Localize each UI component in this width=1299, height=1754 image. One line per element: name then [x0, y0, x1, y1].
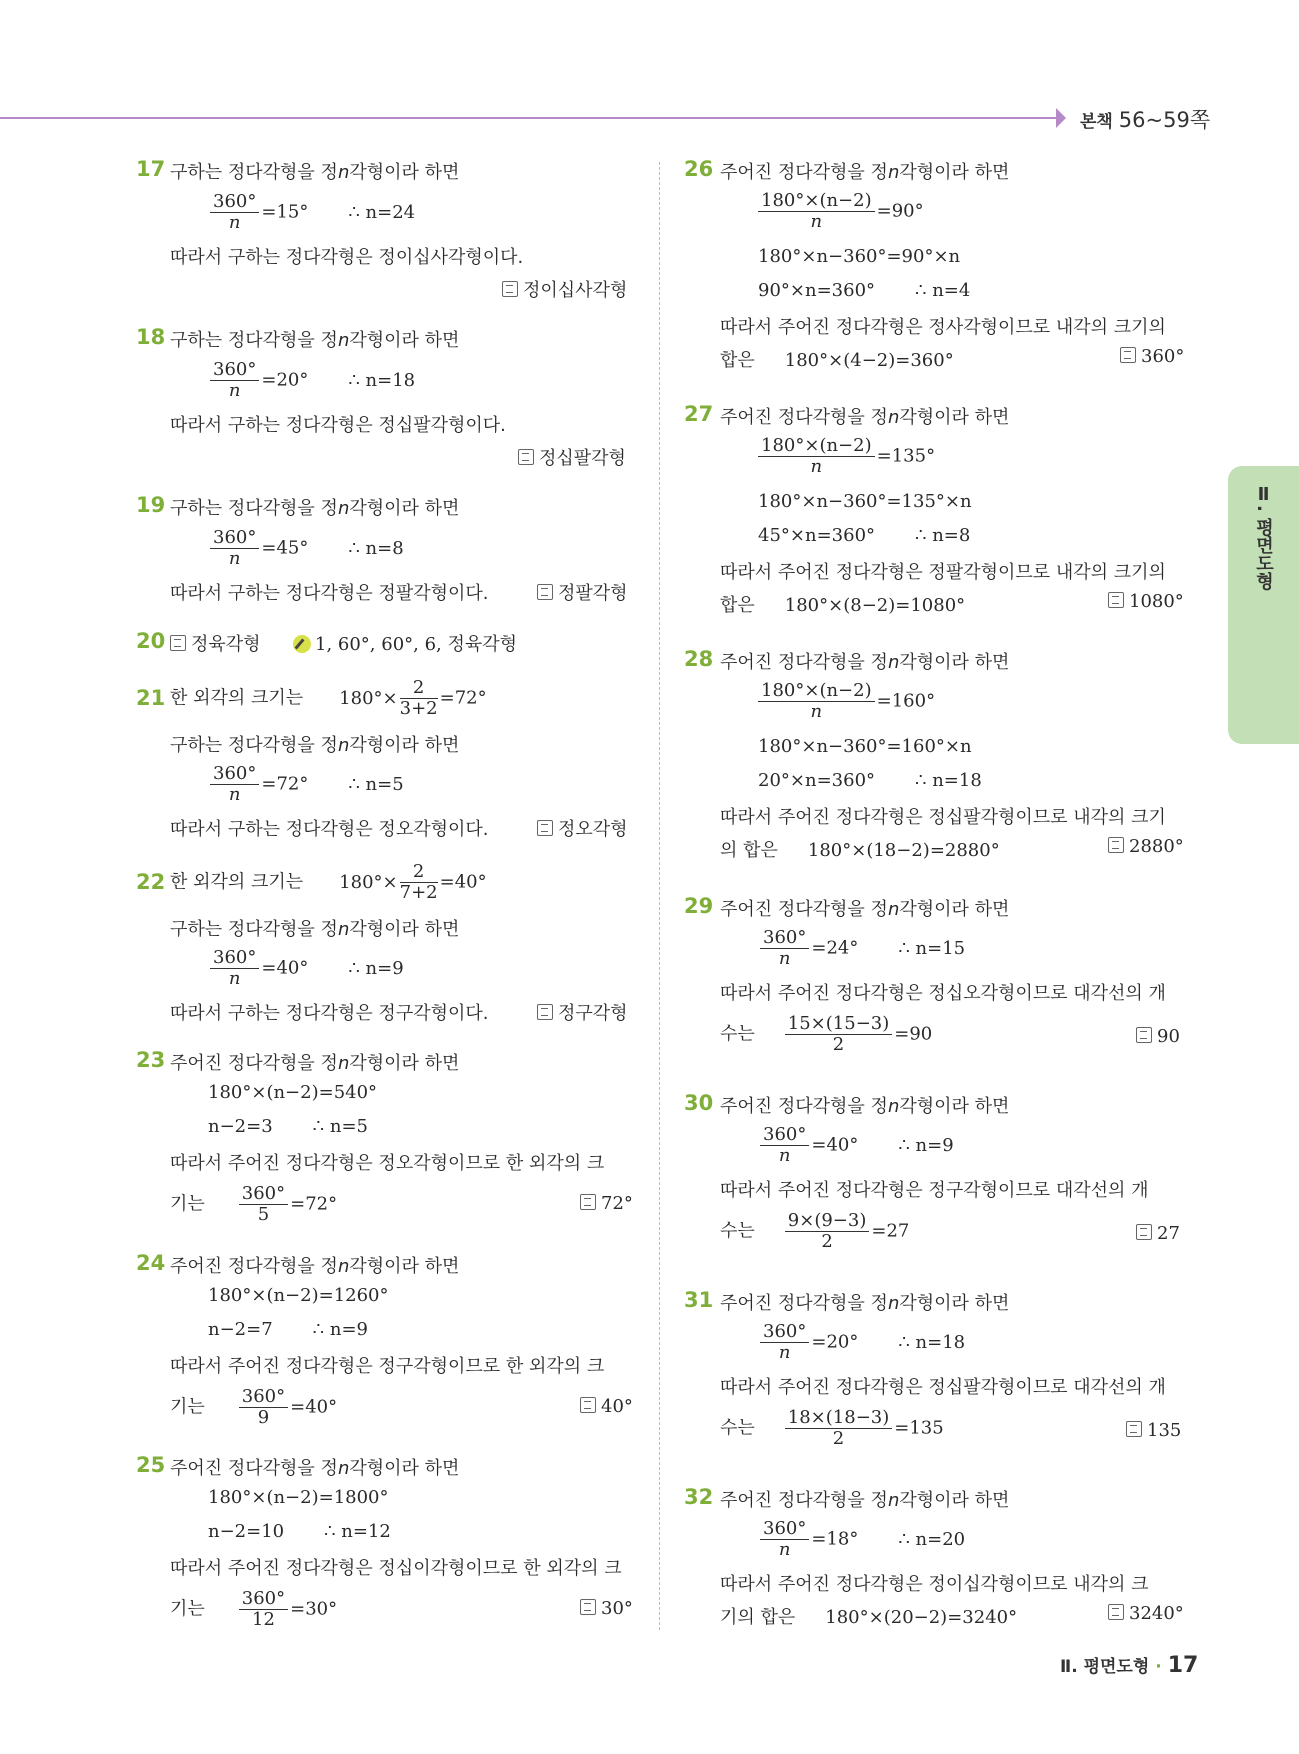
problem-number: 30 — [684, 1091, 714, 1115]
equation: $\frac{180^\circ\times(n-2)}{n}$ =160° — [756, 681, 935, 722]
problem-line: 따라서 구하는 정다각형은 정팔각형이다. — [170, 583, 489, 604]
answer: 30° — [580, 1598, 633, 1619]
problem-number: 22 — [136, 870, 166, 894]
chevron-right-icon — [1056, 108, 1066, 128]
footer-dot: · — [1155, 1657, 1162, 1677]
answer-icon — [518, 449, 534, 465]
problem-line: 구하는 정다각형을 정n각형이라 하면 — [170, 735, 460, 756]
problem-line: 주어진 정다각형을 정n각형이라 하면 — [170, 1458, 460, 1479]
header-rule — [0, 117, 1060, 119]
answer: 정구각형 — [537, 999, 628, 1025]
answer: 정팔각형 — [537, 579, 628, 605]
problem-line: 따라서 주어진 정다각형은 정십이각형이므로 한 외각의 크 — [170, 1558, 622, 1579]
problem-number: 25 — [136, 1453, 166, 1477]
answer: 정십팔각형 — [518, 444, 626, 470]
answer: 72° — [580, 1193, 633, 1214]
problem-line: 따라서 주어진 정다각형은 정이십각형이므로 내각의 크 — [720, 1574, 1149, 1595]
equation: n−2=7 ∴ n=9 — [208, 1319, 368, 1340]
equation: 합은 180°×(8−2)=1080° — [720, 595, 966, 616]
problem-number: 17 — [136, 157, 166, 181]
chapter-side-tab[interactable] — [1228, 466, 1299, 744]
answer: 27 — [1136, 1223, 1180, 1244]
page-number: 17 — [1167, 1653, 1199, 1678]
column-divider — [659, 162, 660, 1630]
problem-number: 31 — [684, 1288, 714, 1312]
answer-icon — [1108, 837, 1124, 853]
problem-line: 주어진 정다각형을 정n각형이라 하면 — [720, 899, 1010, 920]
pencil-icon — [293, 635, 311, 653]
equation: $\frac{180^\circ\times(n-2)}{n}$ =135° — [756, 436, 935, 477]
problem-line: 주어진 정다각형을 정n각형이라 하면 — [720, 407, 1010, 428]
equation: 45°×n=360° ∴ n=8 — [758, 525, 971, 546]
answer: 3240° — [1108, 1603, 1184, 1624]
page-reference-range: 56~59쪽 — [1118, 108, 1211, 132]
equation: 180°×(n−2)=1800° — [208, 1487, 389, 1508]
problem-line: 따라서 주어진 정다각형은 정사각형이므로 내각의 크기의 — [720, 317, 1166, 338]
problem-line: 따라서 구하는 정다각형은 정이십사각형이다. — [170, 247, 524, 268]
problem-line: 주어진 정다각형을 정n각형이라 하면 — [170, 1053, 460, 1074]
answer-icon — [170, 635, 186, 651]
problem-number: 23 — [136, 1048, 166, 1072]
equation: 180°×n−360°=90°×n — [758, 246, 961, 267]
problem-line: 따라서 구하는 정다각형은 정십팔각형이다. — [170, 415, 506, 436]
equation: 기는 $\frac{360^\circ}{9}$ =40° — [170, 1386, 338, 1428]
equation: 수는 $\frac{9\times(9-3)}{2}$ =27 — [720, 1210, 910, 1252]
equation: 의 합은 180°×(18−2)=2880° — [720, 840, 1000, 861]
problem-line: 주어진 정다각형을 정n각형이라 하면 — [720, 162, 1010, 183]
problem-line: 구하는 정다각형을 정n각형이라 하면 — [170, 330, 460, 351]
answer-icon — [580, 1599, 596, 1615]
equation: $\frac{360^\circ}{n}$ =45° ∴ n=8 — [208, 528, 404, 569]
problem-line: 따라서 구하는 정다각형은 정오각형이다. — [170, 819, 489, 840]
answer-icon — [537, 820, 553, 836]
problem-number: 24 — [136, 1251, 166, 1275]
equation: 180°×(n−2)=1260° — [208, 1285, 389, 1306]
problem-number: 19 — [136, 493, 166, 517]
equation: $\frac{180^\circ\times(n-2)}{n}$ =90° — [756, 191, 924, 232]
equation: 180°×(n−2)=540° — [208, 1082, 378, 1103]
problem-line: 구하는 정다각형을 정n각형이라 하면 — [170, 162, 460, 183]
equation: $\frac{360^\circ}{n}$ =15° ∴ n=24 — [208, 192, 415, 233]
answer-icon — [1126, 1421, 1142, 1437]
answer: 2880° — [1108, 836, 1184, 857]
equation: 한 외각의 크기는 180°× $\frac{2}{3+2}$ =72° — [170, 677, 487, 719]
equation: 수는 $\frac{18\times(18-3)}{2}$ =135 — [720, 1407, 944, 1449]
page-footer — [1060, 1652, 1198, 1678]
equation: 20°×n=360° ∴ n=18 — [758, 770, 982, 791]
answer: 90 — [1136, 1026, 1180, 1047]
equation: 한 외각의 크기는 180°× $\frac{2}{7+2}$ =40° — [170, 861, 487, 903]
equation: 90°×n=360° ∴ n=4 — [758, 280, 971, 301]
equation: $\frac{360^\circ}{n}$ =20° ∴ n=18 — [208, 360, 415, 401]
problem-line: 따라서 주어진 정다각형은 정십팔각형이므로 대각선의 개 — [720, 1377, 1166, 1398]
problem-line: 따라서 주어진 정다각형은 정팔각형이므로 내각의 크기의 — [720, 562, 1166, 583]
answer-icon — [1108, 1604, 1124, 1620]
problem-line: 따라서 주어진 정다각형은 정구각형이므로 대각선의 개 — [720, 1180, 1149, 1201]
problem-number: 27 — [684, 402, 714, 426]
answer: 정오각형 — [537, 815, 628, 841]
answer: 정육각형 — [170, 630, 261, 656]
problem-number: 18 — [136, 325, 166, 349]
problem-number: 20 — [136, 629, 166, 653]
answer: 135 — [1126, 1420, 1181, 1441]
equation: $\frac{360^\circ}{n}$ =40° ∴ n=9 — [208, 948, 404, 989]
equation: 기는 $\frac{360^\circ}{12}$ =30° — [170, 1588, 338, 1630]
problem-line: 주어진 정다각형을 정n각형이라 하면 — [720, 1293, 1010, 1314]
problem-line: 구하는 정다각형을 정n각형이라 하면 — [170, 498, 460, 519]
answer-icon — [1108, 592, 1124, 608]
answer: 정이십사각형 — [502, 276, 627, 302]
problem-number: 29 — [684, 894, 714, 918]
problem-line: 주어진 정다각형을 정n각형이라 하면 — [170, 1256, 460, 1277]
answer-icon — [1120, 347, 1136, 363]
equation: n−2=3 ∴ n=5 — [208, 1116, 368, 1137]
equation: 180°×n−360°=135°×n — [758, 491, 972, 512]
footer-section: Ⅱ. 평면도형 — [1060, 1657, 1150, 1677]
equation: 180°×n−360°=160°×n — [758, 736, 972, 757]
problem-number: 21 — [136, 686, 166, 710]
problem-number: 26 — [684, 157, 714, 181]
answer-icon — [537, 584, 553, 600]
answer-icon — [537, 1004, 553, 1020]
answer: 40° — [580, 1396, 633, 1417]
answer-icon — [502, 281, 518, 297]
equation: 합은 180°×(4−2)=360° — [720, 350, 954, 371]
equation: 기는 $\frac{360^\circ}{5}$ =72° — [170, 1183, 338, 1225]
answer-icon — [1136, 1027, 1152, 1043]
equation: $\frac{360^\circ}{n}$ =72° ∴ n=5 — [208, 764, 404, 805]
solution-steps: 1, 60°, 60°, 6, 정육각형 — [293, 630, 517, 656]
problem-line: 주어진 정다각형을 정n각형이라 하면 — [720, 652, 1010, 673]
answer: 1080° — [1108, 591, 1184, 612]
answer-icon — [580, 1397, 596, 1413]
problem-number: 32 — [684, 1485, 714, 1509]
problem-line: 따라서 주어진 정다각형은 정구각형이므로 한 외각의 크 — [170, 1356, 605, 1377]
problem-line: 따라서 주어진 정다각형은 정십오각형이므로 대각선의 개 — [720, 983, 1166, 1004]
equation: 기의 합은 180°×(20−2)=3240° — [720, 1607, 1018, 1628]
equation: $\frac{360^\circ}{n}$ =40° ∴ n=9 — [758, 1125, 954, 1166]
problem-line: 주어진 정다각형을 정n각형이라 하면 — [720, 1096, 1010, 1117]
problem-line: 따라서 주어진 정다각형은 정오각형이므로 한 외각의 크 — [170, 1153, 605, 1174]
problem-line: 구하는 정다각형을 정n각형이라 하면 — [170, 919, 460, 940]
page-reference — [1080, 104, 1210, 134]
answer: 360° — [1120, 346, 1184, 367]
problem-number: 28 — [684, 647, 714, 671]
equation: $\frac{360^\circ}{n}$ =18° ∴ n=20 — [758, 1519, 965, 1560]
page-reference-label: 본책 — [1080, 112, 1113, 132]
problem-line: 따라서 구하는 정다각형은 정구각형이다. — [170, 1003, 489, 1024]
equation: 수는 $\frac{15\times(15-3)}{2}$ =90 — [720, 1013, 933, 1055]
equation: $\frac{360^\circ}{n}$ =24° ∴ n=15 — [758, 928, 965, 969]
equation: $\frac{360^\circ}{n}$ =20° ∴ n=18 — [758, 1322, 965, 1363]
answer-icon — [580, 1194, 596, 1210]
chapter-side-tab-label: Ⅱ. 평면도형 — [1253, 484, 1274, 591]
answer-icon — [1136, 1224, 1152, 1240]
equation: n−2=10 ∴ n=12 — [208, 1521, 391, 1542]
problem-line: 주어진 정다각형을 정n각형이라 하면 — [720, 1490, 1010, 1511]
problem-line: 따라서 주어진 정다각형은 정십팔각형이므로 내각의 크기 — [720, 807, 1166, 828]
